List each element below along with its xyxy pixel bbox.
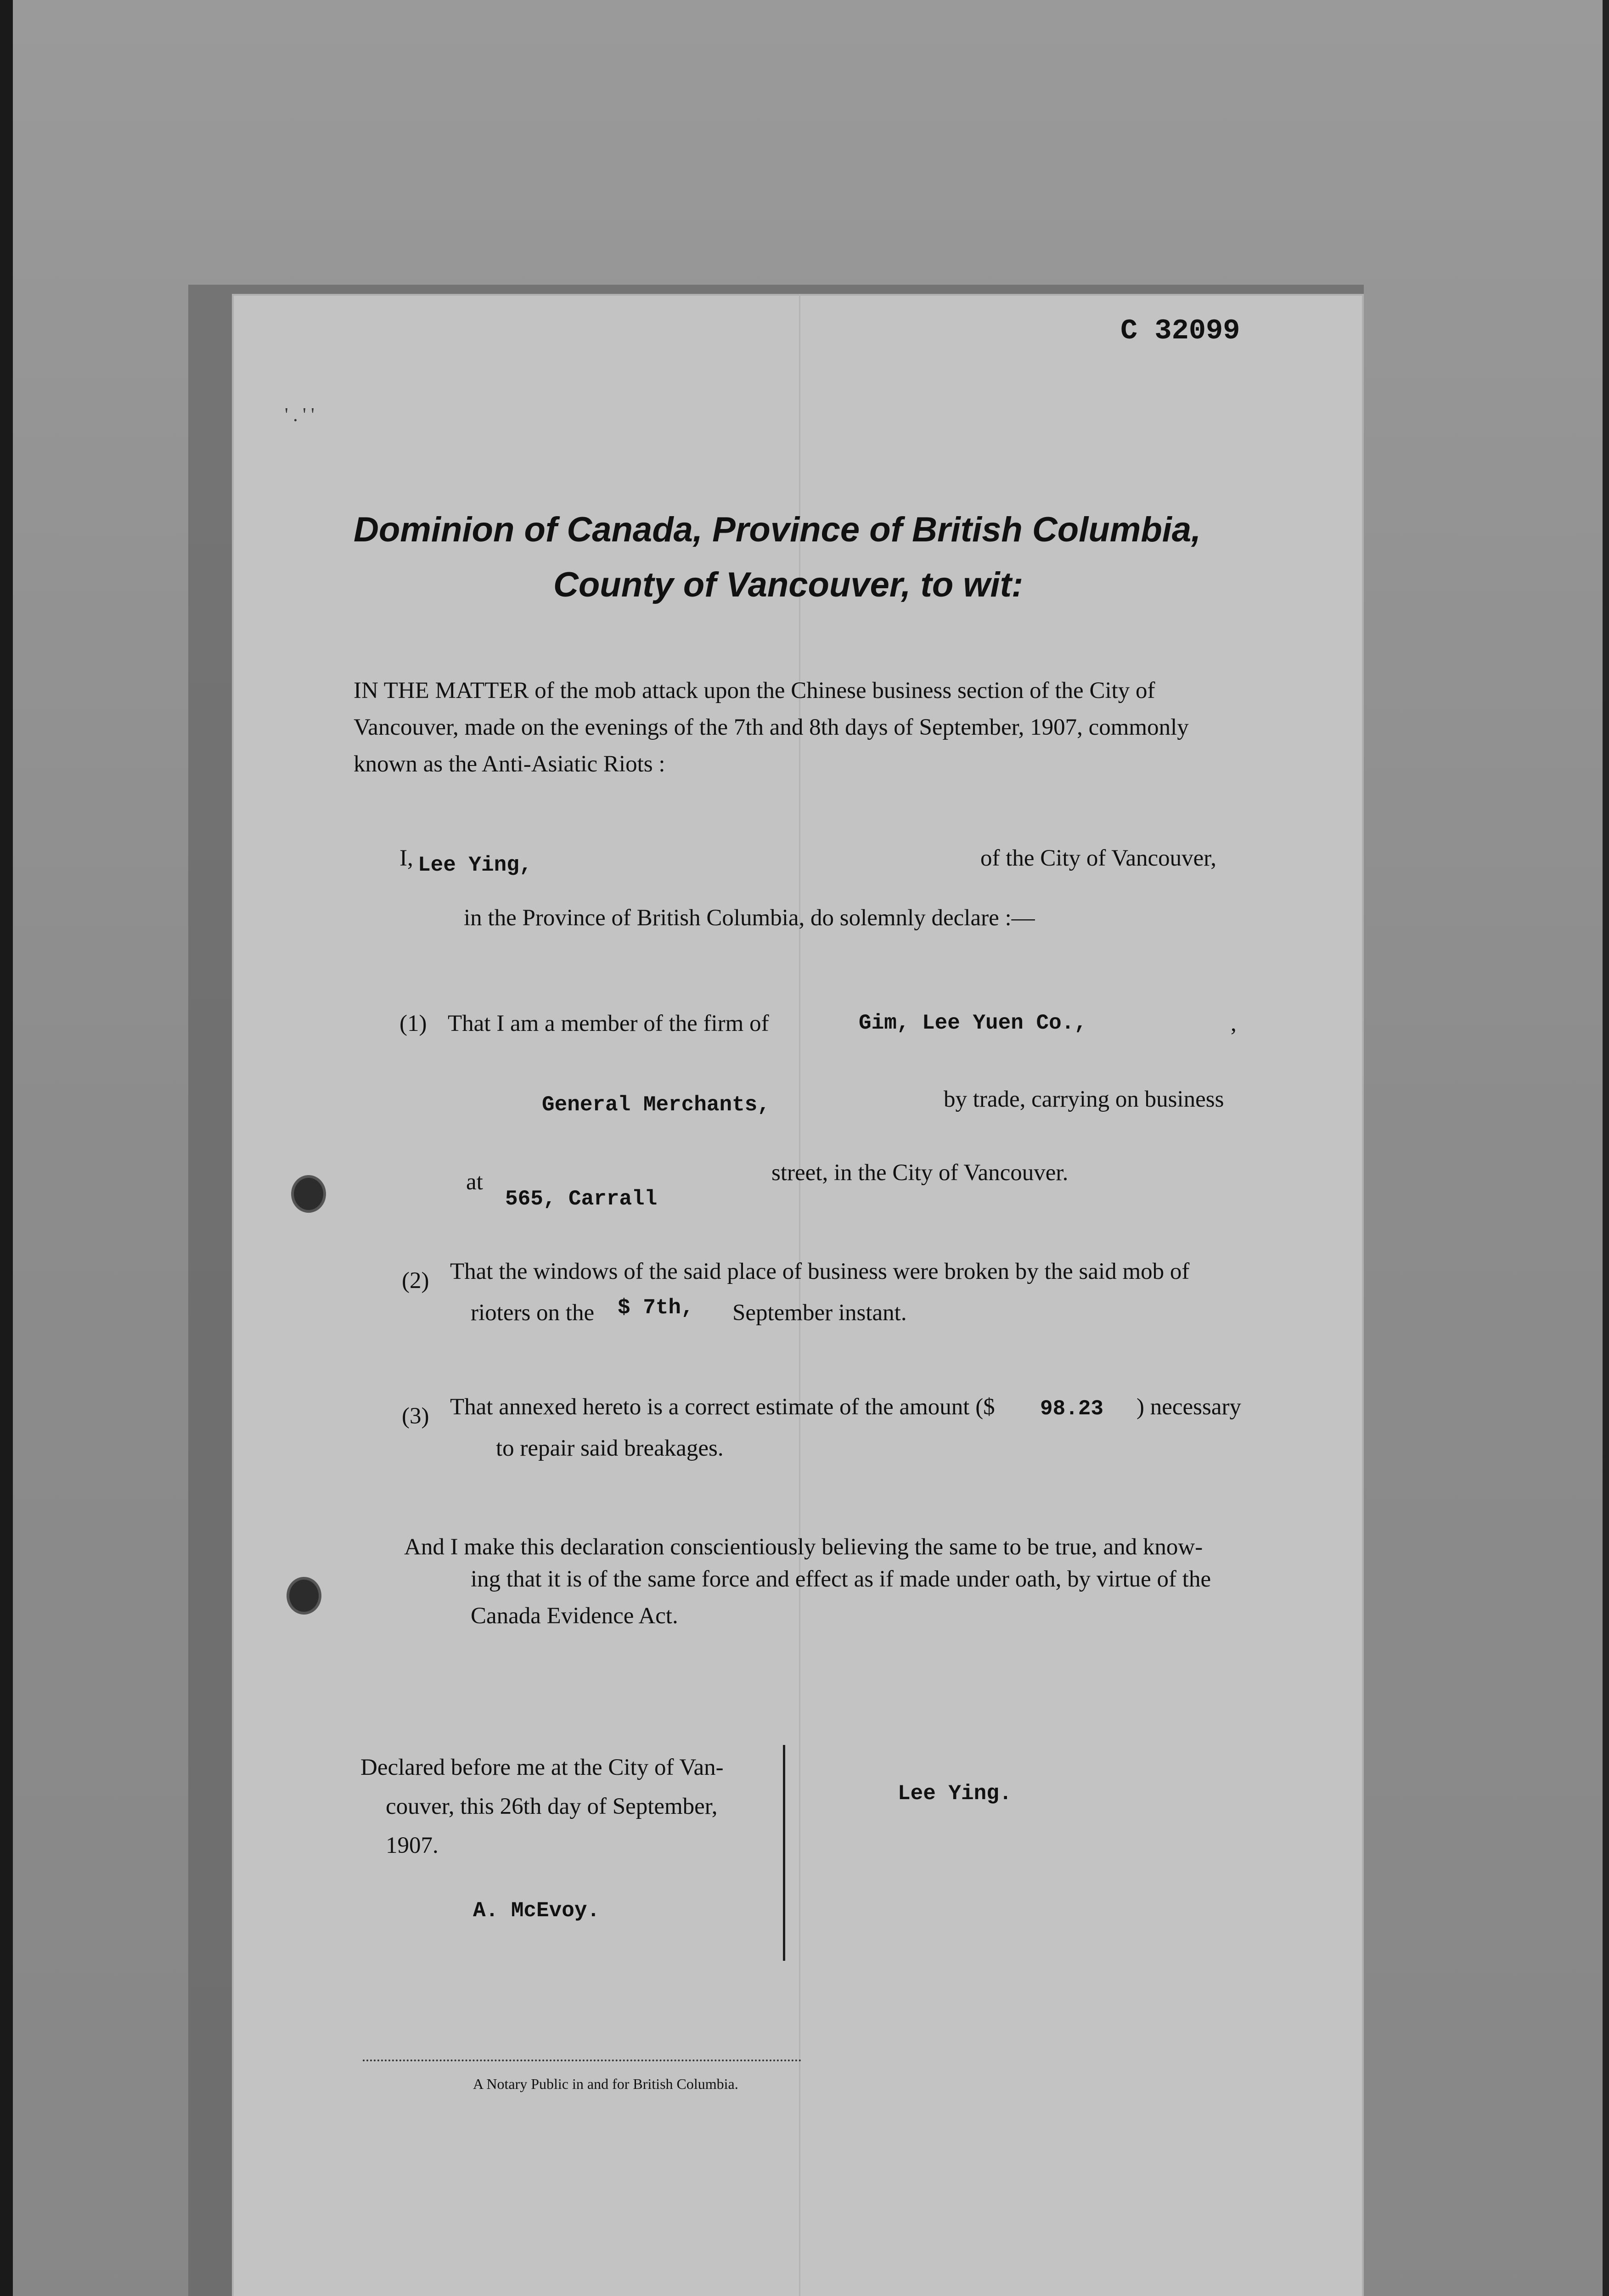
trade-name: General Merchants, [542, 1093, 770, 1117]
film-edge-left [0, 0, 13, 2296]
trade-text: by trade, carrying on business [944, 1086, 1224, 1112]
item-3-line-2: to repair said breakages. [496, 1435, 724, 1461]
item-1-number: (1) [399, 1011, 427, 1036]
archive-number: C 32099 [1120, 315, 1240, 347]
declarant-prefix: I, [399, 845, 413, 871]
closing-line-3: Canada Evidence Act. [471, 1603, 678, 1629]
matter-line-1: IN THE MATTER of the mob attack upon the Chinese business section of the City of [354, 678, 1155, 703]
declared-line-1: Declared before me at the City of Van- [360, 1755, 724, 1780]
declarant-signature: Lee Ying. [898, 1782, 1012, 1806]
at-label: at [466, 1169, 483, 1195]
item-1-text: That I am a member of the firm of [448, 1011, 769, 1036]
riot-date: $ 7th, [618, 1296, 694, 1320]
item-2-number: (2) [402, 1268, 429, 1294]
film-edge-right [1603, 0, 1609, 2296]
item-3-suffix: ) necessary [1136, 1394, 1241, 1420]
notary-signature: A. McEvoy. [473, 1899, 600, 1923]
declared-line-3: 1907. [386, 1833, 439, 1858]
firm-name: Gim, Lee Yuen Co., [859, 1011, 1087, 1035]
heading-line-2: County of Vancouver, to wit: [553, 565, 1024, 604]
repair-amount: 98.23 [1040, 1397, 1104, 1421]
punch-hole-bottom [289, 1580, 319, 1612]
pencil-marks: ' . ' ' [285, 405, 315, 426]
heading-line-1: Dominion of Canada, Province of British Columbia, [354, 510, 1201, 549]
declarant-city: of the City of Vancouver, [980, 845, 1216, 871]
item-1-comma: , [1231, 1011, 1237, 1036]
item-3-prefix: That annexed hereto is a correct estimate of the amount ($ [450, 1394, 995, 1420]
notary-caption: A Notary Public in and for British Columbia. [473, 2076, 738, 2092]
item-3-number: (3) [402, 1403, 429, 1429]
item-2-suffix: September instant. [732, 1300, 907, 1326]
street-text: street, in the City of Vancouver. [771, 1160, 1069, 1186]
declared-line-2: couver, this 26th day of September, [386, 1794, 718, 1819]
notary-signature-line [363, 2060, 801, 2061]
punch-hole-top [294, 1178, 323, 1210]
matter-line-3: known as the Anti-Asiatic Riots : [354, 751, 665, 777]
matter-line-2: Vancouver, made on the evenings of the 7th and 8th days of September, 1907, commonly [354, 715, 1189, 740]
declare-line: in the Province of British Columbia, do solemnly declare :— [464, 905, 1035, 931]
declarant-name: Lee Ying, [418, 853, 532, 877]
closing-line-2: ing that it is of the same force and effect as if made under oath, by virtue of the [471, 1566, 1211, 1592]
closing-line-1: And I make this declaration conscientiously believing the same to be true, and know- [404, 1534, 1203, 1560]
address: 565, Carrall [505, 1187, 658, 1211]
item-2-prefix: rioters on the [471, 1300, 595, 1326]
item-2-line-1: That the windows of the said place of business were broken by the said mob of [450, 1259, 1190, 1284]
signature-divider [783, 1745, 785, 1961]
